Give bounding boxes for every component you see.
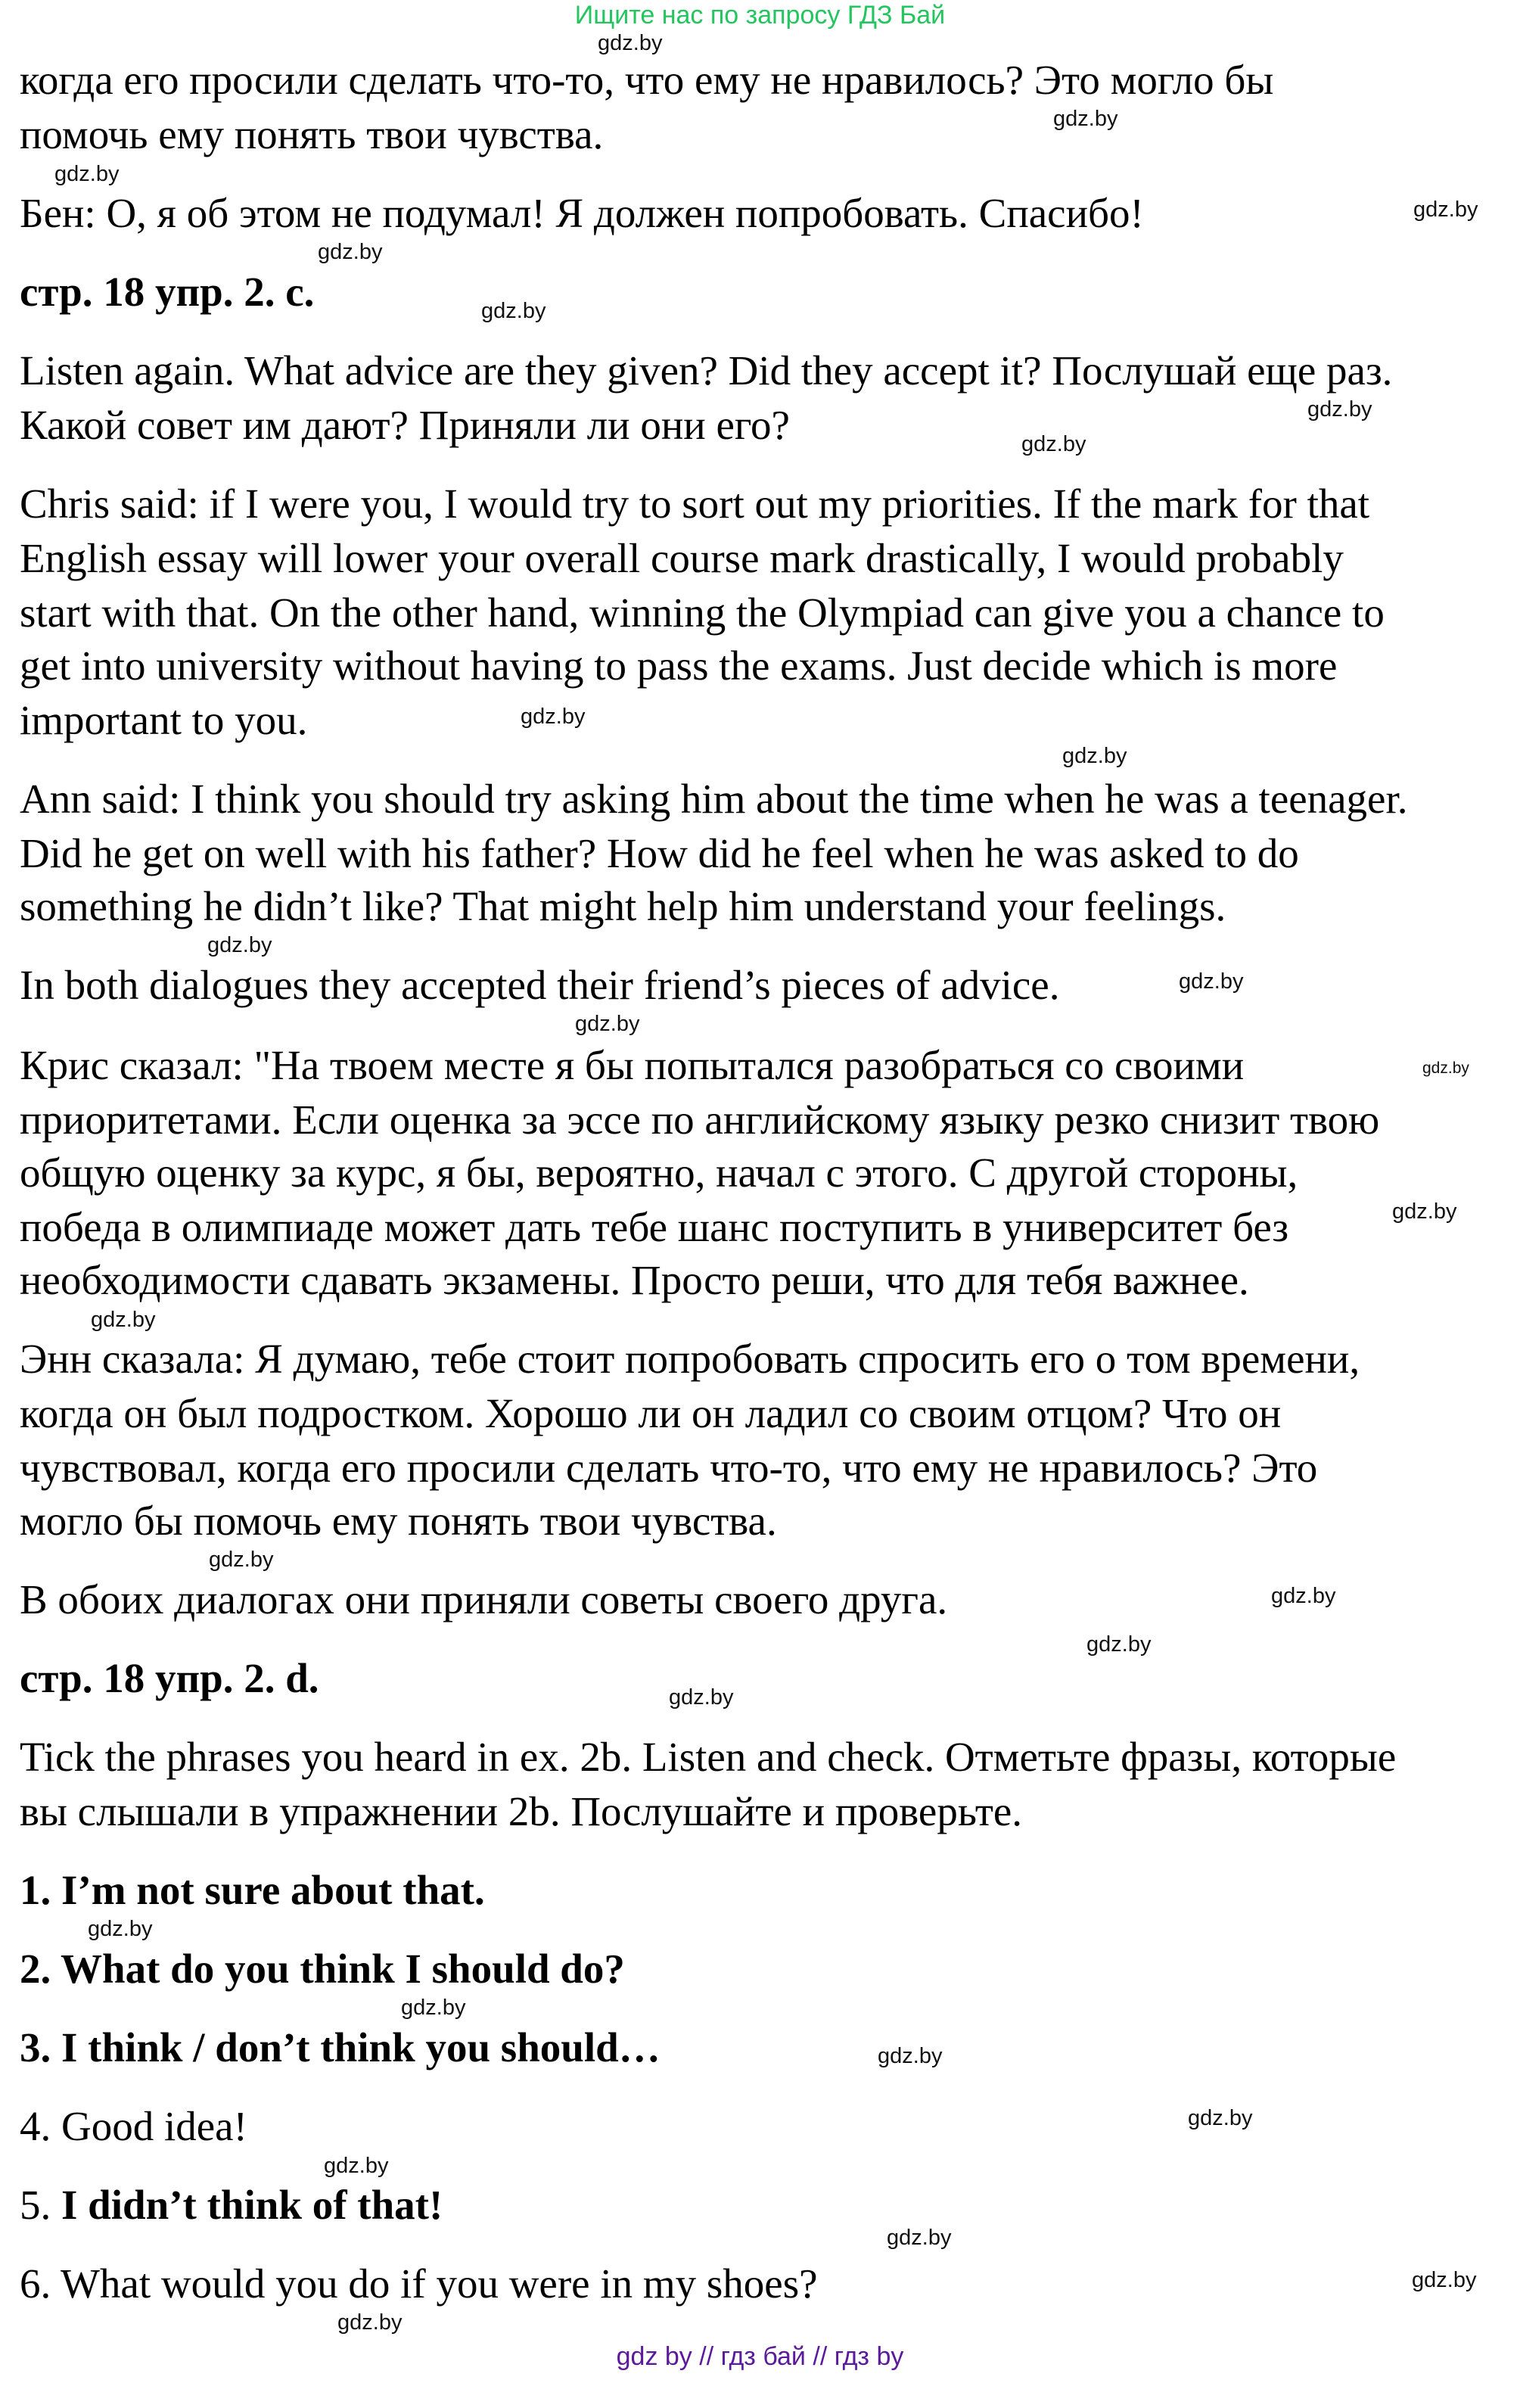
text-line: In both dialogues they accepted their friend’s pieces of advice.	[20, 962, 1060, 1008]
phrase-text: What do you think I should do?	[61, 1946, 625, 1992]
phrase-text: I’m not sure about that.	[61, 1867, 485, 1913]
watermark: gdz.by	[1086, 1632, 1152, 1657]
phrase-item	[20, 2025, 661, 2070]
phrase-item	[20, 2182, 443, 2228]
watermark: gdz.by	[1412, 2268, 1477, 2292]
text-line: Энн сказала: Я думаю, тебе стоит попробовать спросить его о том времени,	[20, 1336, 1360, 1382]
text-line: get into university without having to pass the exams. Just decide which is more	[20, 642, 1338, 689]
watermark: gdz.by	[598, 31, 663, 55]
watermark: gdz.by	[337, 2310, 403, 2335]
text-line: В обоих диалогах они приняли советы своего друга.	[20, 1576, 948, 1622]
watermark: gdz.by	[669, 1685, 734, 1710]
task-line: Tick the phrases you heard in ex. 2b. Listen and check. Отметьте фразы, которые	[20, 1734, 1397, 1780]
watermark: gdz.by	[318, 240, 383, 264]
phrase-number: 1.	[20, 1867, 51, 1913]
text-line: Did he get on well with his father? How did he feel when he was asked to do	[20, 830, 1299, 876]
watermark: gdz.by	[209, 1548, 274, 1572]
watermark: gdz.by	[1422, 1059, 1469, 1077]
section-heading: стр. 18 упр. 2. c.	[20, 269, 315, 315]
phrase-number: 3.	[20, 2024, 51, 2070]
text-line: когда он был подростком. Хорошо ли он ладил со своим отцом? Что он	[20, 1390, 1282, 1436]
watermark: gdz.by	[1179, 969, 1244, 994]
text-line: чувствовал, когда его просили сделать что-то, что ему не нравилось? Это	[20, 1445, 1318, 1491]
text-line: Chris said: if I were you, I would try to sort out my priorities. If the mark for that	[20, 481, 1370, 527]
watermark: gdz.by	[1062, 744, 1127, 768]
text-line: могло бы помочь ему понять твои чувства.	[20, 1498, 777, 1544]
section-heading: стр. 18 упр. 2. d.	[20, 1655, 319, 1701]
text-line: Крис сказал: "На твоем месте я бы попытался разобраться со своими	[20, 1042, 1245, 1088]
task-line: Какой совет им дают? Приняли ли они его?	[20, 402, 790, 448]
watermark: gdz.by	[207, 933, 272, 957]
text-line: start with that. On the other hand, winning the Olympiad can give you a chance to	[20, 590, 1385, 636]
text-line: приоритетами. Если оценка за эссе по английскому языку резко снизит твою	[20, 1097, 1380, 1143]
text-line: общую оценку за курс, я бы, вероятно, начал с этого. С другой стороны,	[20, 1150, 1298, 1196]
watermark: gdz.by	[887, 2226, 952, 2250]
phrase-number: 6.	[20, 2260, 51, 2307]
watermark: gdz.by	[1413, 198, 1478, 222]
watermark: gdz.by	[575, 1012, 640, 1036]
watermark: gdz.by	[54, 162, 120, 186]
phrase-text: I didn’t think of that!	[61, 2182, 443, 2228]
watermark: gdz.by	[878, 2044, 943, 2068]
watermark: gdz.by	[324, 2154, 389, 2178]
watermark: gdz.by	[1021, 432, 1086, 456]
task-line: Listen again. What advice are they given? Did they accept it? Послушай еще раз.	[20, 347, 1393, 394]
text-line: important to you.	[20, 697, 308, 743]
watermark: gdz.by	[1188, 2106, 1253, 2130]
phrase-item	[20, 1868, 485, 1913]
watermark: gdz.by	[91, 1308, 156, 1332]
task-line: вы слышали в упражнении 2b. Послушайте и проверьте.	[20, 1788, 1023, 1834]
watermark: gdz.by	[1307, 397, 1372, 422]
watermark: gdz.by	[481, 299, 546, 323]
text-line: победа в олимпиаде может дать тебе шанс поступить в университет без	[20, 1204, 1289, 1250]
phrase-item	[20, 2261, 818, 2307]
phrase-number: 5.	[20, 2182, 51, 2228]
text-line: English essay will lower your overall course mark drastically, I would probably	[20, 535, 1344, 581]
text-line: когда его просили сделать что-то, что ему не нравилось? Это могло бы	[20, 57, 1274, 103]
footer-links[interactable]: gdz by // гдз бай // гдз by	[616, 2342, 904, 2371]
watermark: gdz.by	[88, 1917, 153, 1941]
text-line: something he didn’t like? That might help him understand your feelings.	[20, 883, 1226, 929]
text-line: необходимости сдавать экзамены. Просто реши, что для тебя важнее.	[20, 1257, 1249, 1303]
watermark: gdz.by	[401, 1996, 466, 2020]
watermark: gdz.by	[521, 705, 586, 729]
text-line: Ann said: I think you should try asking him about the time when he was a teenager.	[20, 776, 1408, 822]
phrase-text: I think / don’t think you should…	[61, 2024, 661, 2070]
text-line: Бен: О, я об этом не подумал! Я должен попробовать. Спасибо!	[20, 190, 1144, 236]
watermark: gdz.by	[1271, 1584, 1336, 1608]
watermark: gdz.by	[1392, 1199, 1457, 1224]
phrase-text: What would you do if you were in my shoes?	[61, 2260, 818, 2307]
phrase-number: 4.	[20, 2103, 51, 2149]
text-line: помочь ему понять твои чувства.	[20, 111, 604, 157]
phrase-item	[20, 2104, 247, 2149]
phrase-item	[20, 1946, 625, 1992]
watermark: gdz.by	[1053, 107, 1118, 131]
promo-banner[interactable]: Ищите нас по запросу ГДЗ Бай	[574, 1, 946, 30]
phrase-number: 2.	[20, 1946, 51, 1992]
phrase-text: Good idea!	[61, 2103, 247, 2149]
